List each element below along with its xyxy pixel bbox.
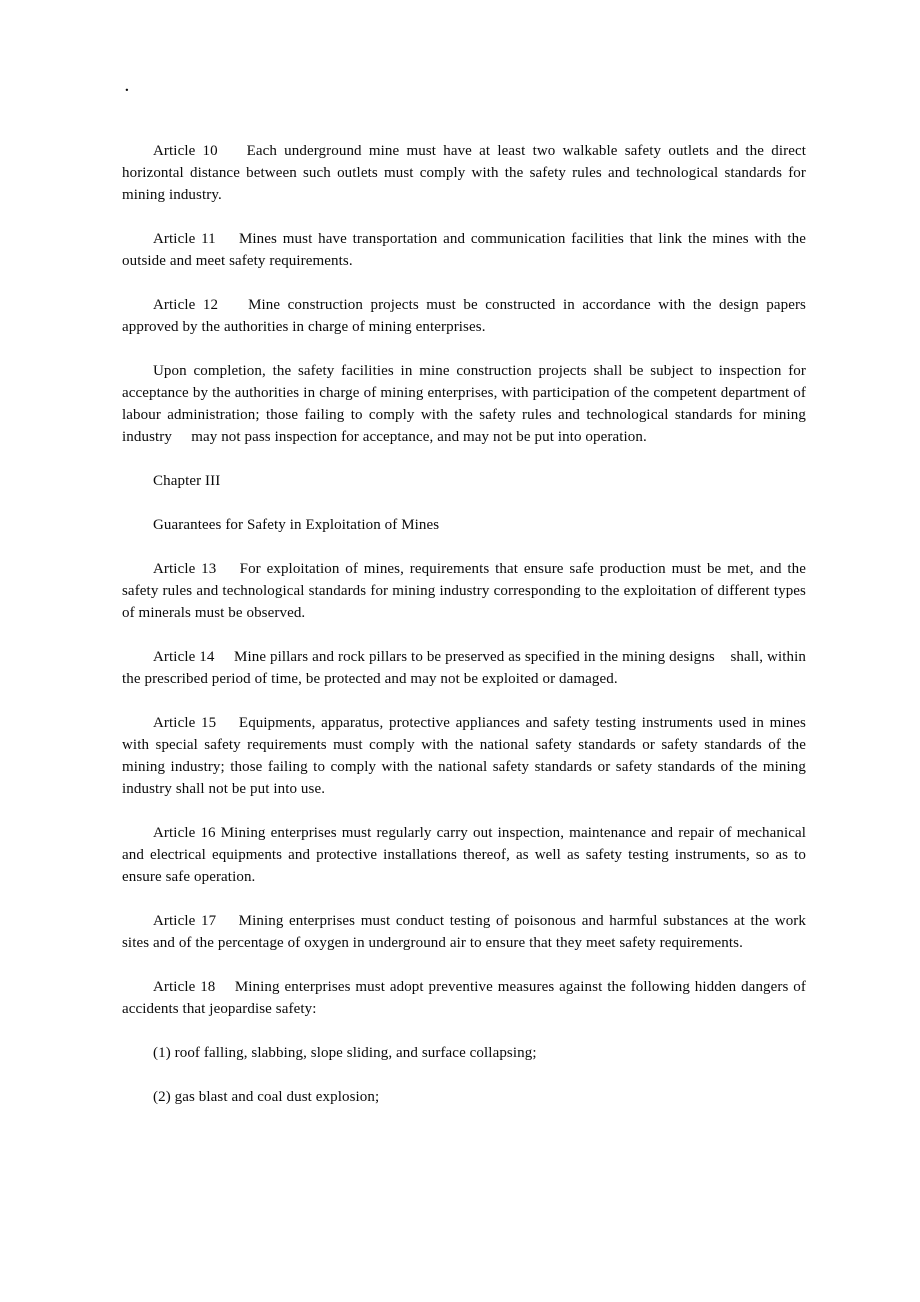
paragraph: Article 13 For exploitation of mines, requirements that ensure safe production must be met, and the safety rules and technological standards for mining industry corresponding to the exploitation of different types of minerals must be observed. bbox=[122, 561, 806, 621]
paragraph: Article 15 Equipments, apparatus, protective appliances and safety testing instruments used in mines with special safety requirements must comply with the national safety standards or safety standards of the mining industry; those failing to comply with the national safety standards or safety standards of the mining industry shall not be put into use. bbox=[122, 715, 806, 797]
document-body bbox=[122, 140, 806, 1108]
paragraph: Article 11 Mines must have transportation and communication facilities that link the mines with the outside and meet safety requirements. bbox=[122, 231, 806, 269]
paragraph: Article 12 Mine construction projects must be constructed in accordance with the design papers approved by the authorities in charge of mining enterprises. bbox=[122, 297, 806, 335]
paragraph: Article 10 Each underground mine must have at least two walkable safety outlets and the direct horizontal distance between such outlets must comply with the safety rules and technological standards for mining industry. bbox=[122, 143, 806, 203]
paragraph: Chapter III bbox=[153, 473, 221, 489]
paragraph: Article 18 Mining enterprises must adopt preventive measures against the following hidden dangers of accidents that jeopardise safety: bbox=[122, 979, 806, 1017]
paragraph: Upon completion, the safety facilities in mine construction projects shall be subject to inspection for acceptance by the authorities in charge of mining enterprises, with participation of the competent department of labour administration; those failing to comply with the safety rules and technological standards for mining industry may not pass inspection for acceptance, and may not be put into operation. bbox=[122, 363, 806, 445]
paragraph: (2) gas blast and coal dust explosion; bbox=[153, 1089, 380, 1105]
paragraph: Guarantees for Safety in Exploitation of Mines bbox=[153, 517, 440, 533]
paragraph: Article 16 Mining enterprises must regularly carry out inspection, maintenance and repair of mechanical and electrical equipments and protective installations thereof, as well as safety testing instruments, so as to ensure safe operation. bbox=[122, 825, 806, 885]
paragraph: (1) roof falling, slabbing, slope sliding, and surface collapsing; bbox=[153, 1045, 537, 1061]
stray-period-mark: . bbox=[125, 79, 129, 95]
paragraph: Article 14 Mine pillars and rock pillars to be preserved as specified in the mining designs shall, within the prescribed period of time, be protected and may not be exploited or damaged. bbox=[122, 649, 806, 687]
paragraph: Article 17 Mining enterprises must conduct testing of poisonous and harmful substances at the work sites and of the percentage of oxygen in underground air to ensure that they meet safety requirements. bbox=[122, 913, 806, 951]
